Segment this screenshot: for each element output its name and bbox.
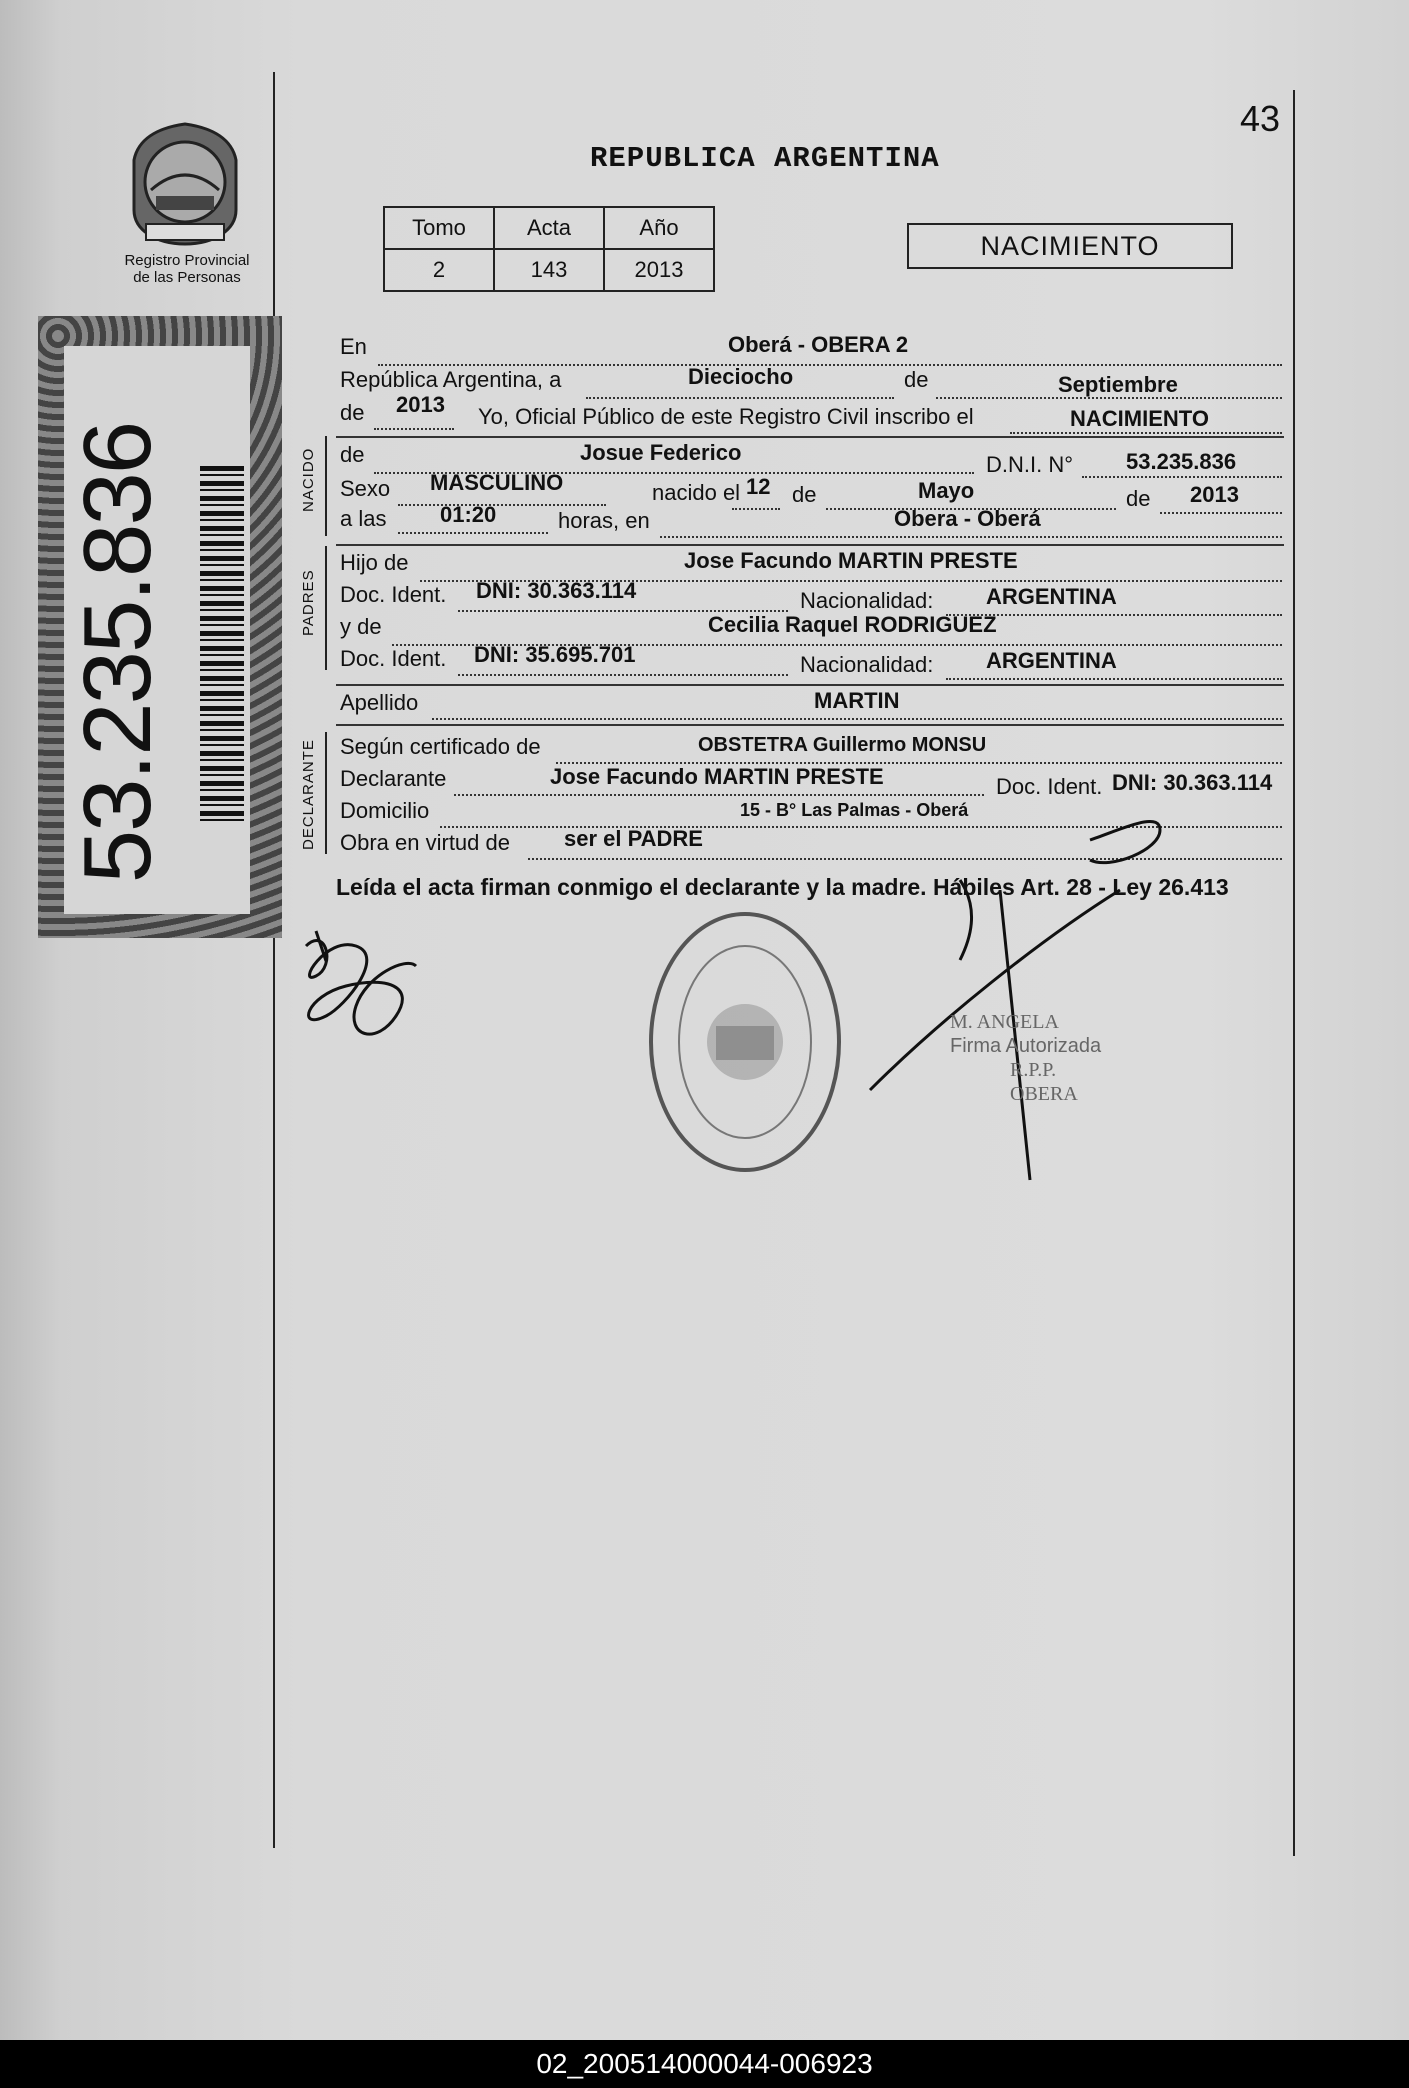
- field-declarante-doc-label: Doc. Ident.: [996, 774, 1103, 799]
- field-padre-dni: DNI: 30.363.114: [476, 578, 637, 603]
- field-de-label-5: de: [1126, 486, 1151, 511]
- field-domicilio: 15 - B° Las Palmas - Oberá: [740, 800, 969, 820]
- field-doc-label-padre: Doc. Ident.: [340, 582, 447, 607]
- scan-footer: 02_200514000044-006923: [536, 2048, 873, 2079]
- dots-madre-nac: [946, 676, 1282, 680]
- officer-line3: R.P.P.: [1010, 1059, 1057, 1081]
- stamp-seal-icon: [646, 908, 844, 1176]
- field-nac-label-padre: Nacionalidad:: [800, 588, 934, 613]
- field-madre: Cecilia Raquel RODRIGUEZ: [708, 612, 997, 637]
- field-padre: Jose Facundo MARTIN PRESTE: [684, 548, 1018, 573]
- separator-1: [336, 436, 1284, 438]
- padres-rule: [325, 546, 327, 670]
- right-margin-rule: [1293, 90, 1295, 1856]
- dots-en: [378, 362, 1282, 366]
- officer-line4: OBERA: [1010, 1083, 1078, 1105]
- field-birth-month: Mayo: [918, 478, 975, 503]
- record-type-box: NACIMIENTO: [907, 223, 1233, 269]
- officer-stamp: [950, 1010, 1101, 1106]
- field-domicilio-label: Domicilio: [340, 798, 430, 823]
- field-birth-day: 12: [746, 474, 771, 499]
- header-acta: Acta: [494, 207, 604, 249]
- registry-caption-line1: Registro Provincial: [124, 252, 250, 269]
- sticker-label: [64, 346, 250, 914]
- value-acta: 143: [494, 249, 604, 291]
- field-nombre: Josue Federico: [580, 440, 742, 465]
- field-hora: 01:20: [440, 502, 497, 527]
- dots-birth-day: [732, 506, 780, 510]
- dots-madre-dni: [458, 672, 788, 676]
- official-stamp: [646, 908, 844, 1176]
- label-declarante: DECLARANTE: [300, 739, 317, 850]
- field-inscribo-value: NACIMIENTO: [1070, 406, 1209, 431]
- field-de-label-2: de: [340, 400, 365, 425]
- field-obra: ser el PADRE: [564, 826, 703, 851]
- field-certificado-label: Según certificado de: [340, 734, 541, 759]
- field-declarante: Jose Facundo MARTIN PRESTE: [550, 764, 884, 789]
- field-obra-label: Obra en virtud de: [340, 830, 510, 855]
- field-lugar: Obera - Oberá: [894, 506, 1041, 531]
- field-sexo-value: MASCULINO: [430, 470, 564, 495]
- document-title: REPUBLICA ARGENTINA: [590, 142, 940, 175]
- declarante-rule: [325, 732, 327, 854]
- field-hijo-label: Hijo de: [340, 550, 409, 575]
- field-republica-label: República Argentina, a: [340, 367, 562, 392]
- registry-caption: [112, 252, 262, 286]
- field-nacido-label: nacido el: [652, 480, 741, 505]
- field-sexo-label: Sexo: [340, 476, 391, 501]
- field-de-label-3: de: [340, 442, 365, 467]
- label-nacido: NACIDO: [300, 447, 317, 512]
- separator-2: [336, 544, 1284, 546]
- field-a-las-label: a las: [340, 506, 387, 531]
- label-padres: PADRES: [300, 569, 317, 636]
- province-seal-logo: [126, 120, 244, 248]
- registry-caption-line2: de las Personas: [133, 269, 241, 286]
- header-anio: Año: [604, 207, 714, 249]
- field-birth-year: 2013: [1190, 482, 1239, 507]
- separator-3: [336, 684, 1284, 686]
- dots-apellido: [432, 716, 1282, 720]
- field-declarante-label: Declarante: [340, 766, 447, 791]
- closing-text: Leída el acta firman conmigo el declarante y la madre. Hábiles Art. 28 - Ley 26.413: [336, 874, 1229, 900]
- value-tomo: 2: [384, 249, 494, 291]
- field-y-de-label: y de: [340, 614, 382, 639]
- dots-day: [586, 395, 894, 399]
- field-dni-label: D.N.I. N°: [986, 452, 1074, 477]
- field-horas-en-label: horas, en: [558, 508, 650, 533]
- field-madre-nac: ARGENTINA: [986, 648, 1117, 673]
- field-en-label: En: [340, 334, 367, 359]
- officer-line1: M. ANGELA: [950, 1011, 1059, 1033]
- field-doc-label-madre: Doc. Ident.: [340, 646, 447, 671]
- field-apellido-label: Apellido: [340, 690, 419, 715]
- field-day-words: Dieciocho: [688, 364, 794, 389]
- signature-left: [286, 916, 426, 1052]
- officer-line2: Firma Autorizada: [950, 1035, 1102, 1057]
- dots-year: [374, 426, 454, 430]
- field-apellido: MARTIN: [814, 688, 900, 713]
- dots-birth-year: [1160, 510, 1282, 514]
- field-en-value: Oberá - OBERA 2: [728, 332, 909, 357]
- separator-4: [336, 724, 1284, 726]
- field-de-label-4: de: [792, 482, 817, 507]
- field-padre-nac: ARGENTINA: [986, 584, 1117, 609]
- dots-hora: [398, 530, 548, 534]
- field-yo-text: Yo, Oficial Público de este Registro Civil inscribo el: [478, 404, 974, 429]
- field-dni-value: 53.235.836: [1126, 449, 1237, 474]
- sticker-number: 53.235.836: [64, 422, 171, 884]
- field-certificado: OBSTETRA Guillermo MONSU: [698, 734, 987, 756]
- header-tomo: Tomo: [384, 207, 494, 249]
- field-declarante-dni: DNI: 30.363.114: [1112, 770, 1273, 795]
- dots-sexo: [398, 502, 606, 506]
- field-madre-dni: DNI: 35.695.701: [474, 642, 636, 667]
- id-sticker: [38, 316, 282, 938]
- registry-table: [383, 206, 715, 292]
- page-number: 43: [1240, 98, 1281, 139]
- field-nac-label-madre: Nacionalidad:: [800, 652, 934, 677]
- barcode: [200, 466, 244, 826]
- signature-right: [860, 790, 1200, 1190]
- dots-lugar: [660, 534, 1282, 538]
- nacido-rule: [325, 436, 327, 536]
- value-anio: 2013: [604, 249, 714, 291]
- field-month-reg: Septiembre: [1058, 372, 1178, 397]
- field-year-reg: 2013: [396, 392, 445, 417]
- field-de-label-1: de: [904, 367, 929, 392]
